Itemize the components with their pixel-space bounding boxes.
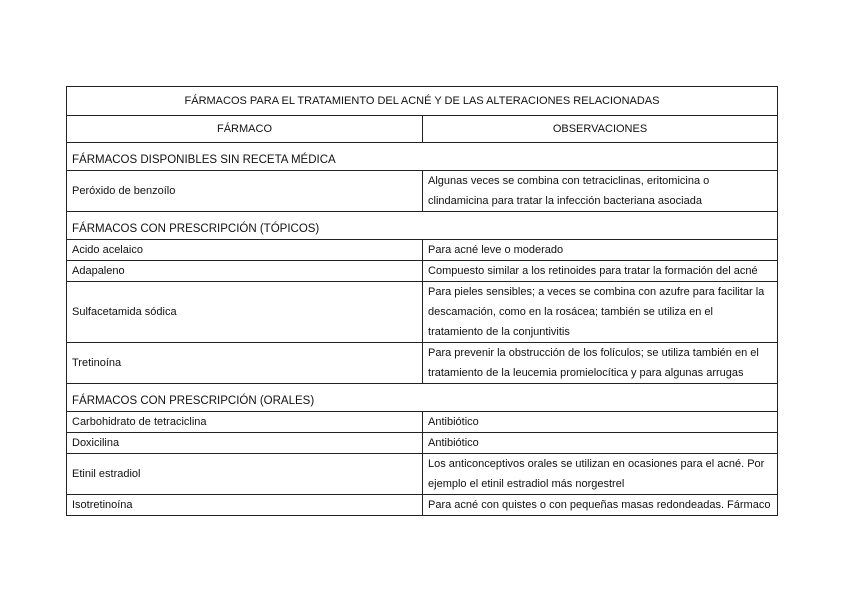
section-heading: FÁRMACOS CON PRESCRIPCIÓN (TÓPICOS) (67, 212, 778, 240)
drug-name: Etinil estradiol (67, 454, 423, 495)
observation-line: ejemplo el etinil estradiol más norgestrel (428, 478, 625, 490)
header-notes: OBSERVACIONES (423, 116, 778, 143)
observation-line: Para prevenir la obstrucción de los folículos; se utiliza también en el (428, 347, 759, 359)
table-row (67, 261, 778, 282)
observation-line: Para acné con quistes o con pequeñas masas redondeadas. Fármaco (428, 499, 771, 511)
drug-name: Tretinoína (67, 343, 423, 384)
observation-line: descamación, como en la rosácea; también se utiliza en el (428, 306, 713, 318)
table-title: FÁRMACOS PARA EL TRATAMIENTO DEL ACNÉ Y DE LAS ALTERACIONES RELACIONADAS (67, 87, 778, 116)
section-row (67, 384, 778, 412)
section-row (67, 143, 778, 171)
observation-cell (423, 282, 778, 343)
header-drug: FÁRMACO (67, 116, 423, 143)
table-row (67, 171, 778, 212)
table-row (67, 495, 778, 516)
observation-cell (423, 261, 778, 282)
header-row (67, 116, 778, 143)
observation-line: tratamiento de la conjuntivitis (428, 326, 570, 338)
drug-name: Adapaleno (67, 261, 423, 282)
drug-name: Peróxido de benzoílo (67, 171, 423, 212)
observation-line: tratamiento de la leucemia promielocítica y para algunas arrugas (428, 367, 744, 379)
drug-name: Carbohidrato de tetraciclina (67, 412, 423, 433)
drug-name: Isotretinoína (67, 495, 423, 516)
observation-line: Antibiótico (428, 437, 479, 449)
table-row (67, 240, 778, 261)
section-row (67, 212, 778, 240)
observation-cell (423, 412, 778, 433)
drug-name: Doxicilina (67, 433, 423, 454)
observation-line: Los anticonceptivos orales se utilizan en ocasiones para el acné. Por (428, 458, 765, 470)
observation-line: Antibiótico (428, 416, 479, 428)
drug-table-body (67, 87, 778, 516)
observation-cell (423, 240, 778, 261)
table-row (67, 454, 778, 495)
observation-cell (423, 454, 778, 495)
observation-cell (423, 171, 778, 212)
observation-cell (423, 343, 778, 384)
title-row (67, 87, 778, 116)
observation-line: Compuesto similar a los retinoides para tratar la formación del acné (428, 265, 758, 277)
drug-name: Acido acelaico (67, 240, 423, 261)
section-heading: FÁRMACOS CON PRESCRIPCIÓN (ORALES) (67, 384, 778, 412)
table-row (67, 282, 778, 343)
observation-line: Algunas veces se combina con tetraciclinas, eritomicina o (428, 175, 710, 187)
drug-name: Sulfacetamida sódica (67, 282, 423, 343)
drug-table (66, 86, 778, 516)
table-row (67, 433, 778, 454)
observation-line: Para pieles sensibles; a veces se combina con azufre para facilitar la (428, 286, 765, 298)
table-row (67, 343, 778, 384)
observation-cell (423, 495, 778, 516)
observation-line: Para acné leve o moderado (428, 244, 564, 256)
observation-cell (423, 433, 778, 454)
table-row (67, 412, 778, 433)
section-heading: FÁRMACOS DISPONIBLES SIN RECETA MÉDICA (67, 143, 778, 171)
observation-line: clindamicina para tratar la infección bacteriana asociada (428, 195, 702, 207)
